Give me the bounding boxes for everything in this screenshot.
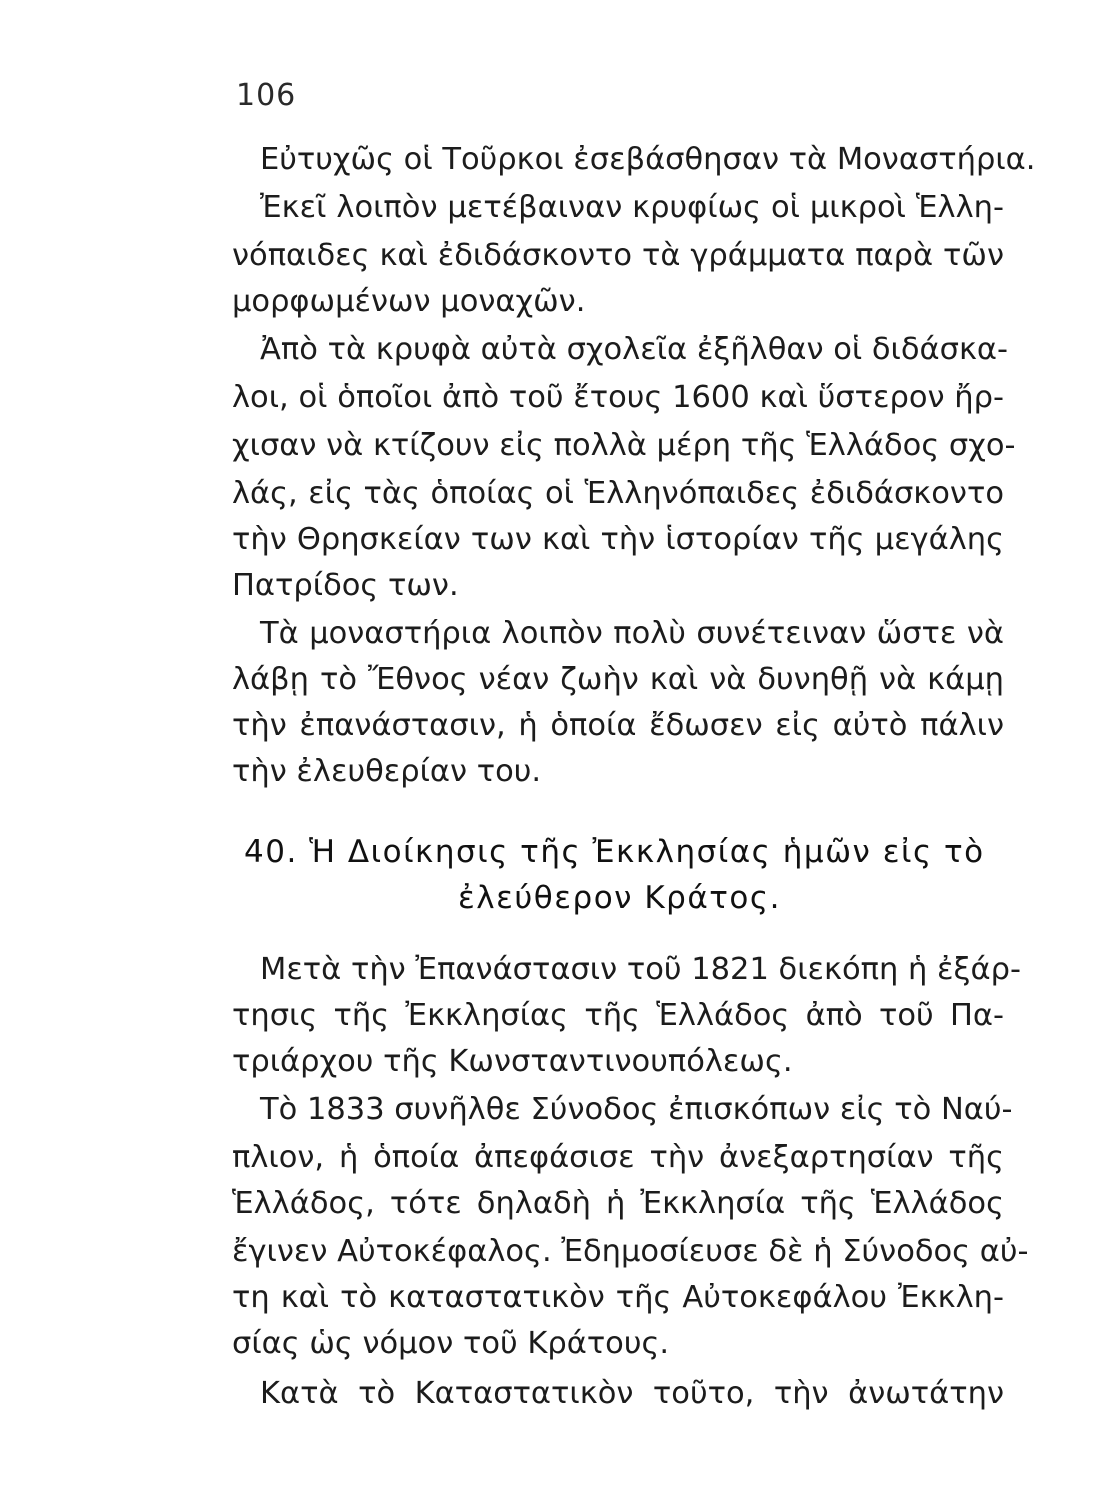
- text-line: χισαν νὰ κτίζουν εἰς πολλὰ μέρη τῆς Ἑλλάδος σχο-: [232, 428, 1016, 463]
- text-line: ἔγινεν Αὐτοκέφαλος. Ἐδημοσίευσε δὲ ἡ Σύνοδος αὐ-: [232, 1234, 1029, 1269]
- page-number: 106: [236, 78, 297, 113]
- text-line: τριάρχου τῆς Κωνσταντινουπόλεως.: [232, 1044, 793, 1079]
- section-heading-line-2: ἐλεύθερον Κράτος.: [458, 880, 781, 916]
- text-line: λάς, εἰς τὰς ὁποίας οἱ Ἑλληνόπαιδες ἐδιδάσκοντο: [232, 476, 1004, 511]
- text-line: λοι, οἱ ὁποῖοι ἀπὸ τοῦ ἔτους 1600 καὶ ὕστερον ἤρ-: [232, 380, 1004, 415]
- text-line: τὴν ἐπανάστασιν, ἡ ὁποία ἔδωσεν εἰς αὐτὸ πάλιν: [232, 708, 1004, 743]
- text-line: σίας ὡς νόμον τοῦ Κράτους.: [232, 1326, 670, 1361]
- text-line: τὴν ἐλευθερίαν του.: [232, 754, 542, 789]
- text-line: Ἑλλάδος, τότε δηλαδὴ ἡ Ἐκκλησία τῆς Ἑλλάδος: [232, 1186, 1004, 1221]
- text-line: Ἀπὸ τὰ κρυφὰ αὐτὰ σχολεῖα ἐξῆλθαν οἱ διδάσκα-: [260, 332, 1009, 367]
- text-line: μορφωμένων μοναχῶν.: [232, 284, 586, 319]
- text-line: τη καὶ τὸ καταστατικὸν τῆς Αὐτοκεφάλου Ἐκκλη-: [232, 1280, 1004, 1315]
- text-line: τὴν Θρησκείαν των καὶ τὴν ἱστορίαν τῆς μεγάλης: [232, 522, 1004, 557]
- text-line: πλιον, ἡ ὁποία ἀπεφάσισε τὴν ἀνεξαρτησίαν τῆς: [232, 1140, 1004, 1175]
- text-line: Τὸ 1833 συνῆλθε Σύνοδος ἐπισκόπων εἰς τὸ Ναύ-: [260, 1092, 1013, 1127]
- text-line: τησις τῆς Ἐκκλησίας τῆς Ἑλλάδος ἀπὸ τοῦ Πα-: [232, 998, 1004, 1033]
- section-heading-line-1: 40. Ἡ Διοίκησις τῆς Ἐκκλησίας ἡμῶν εἰς τὸ: [244, 834, 985, 870]
- text-line: νόπαιδες καὶ ἐδιδάσκοντο τὰ γράμματα παρὰ τῶν: [232, 238, 1004, 273]
- text-line: Ἐκεῖ λοιπὸν μετέβαιναν κρυφίως οἱ μικροὶ Ἑλλη-: [260, 190, 1004, 225]
- text-line: λάβῃ τὸ Ἔθνος νέαν ζωὴν καὶ νὰ δυνηθῇ νὰ κάμῃ: [232, 662, 1004, 697]
- text-line: Πατρίδος των.: [232, 568, 459, 603]
- text-line: Τὰ μοναστήρια λοιπὸν πολὺ συνέτειναν ὥστε νὰ: [260, 616, 1004, 651]
- text-line: Κατὰ τὸ Καταστατικὸν τοῦτο, τὴν ἀνωτάτην: [260, 1376, 1004, 1411]
- text-line: Μετὰ τὴν Ἐπανάστασιν τοῦ 1821 διεκόπη ἡ ἐξάρ-: [260, 952, 1022, 987]
- text-line: Εὐτυχῶς οἱ Τοῦρκοι ἐσεβάσθησαν τὰ Μοναστήρια.: [260, 142, 1036, 177]
